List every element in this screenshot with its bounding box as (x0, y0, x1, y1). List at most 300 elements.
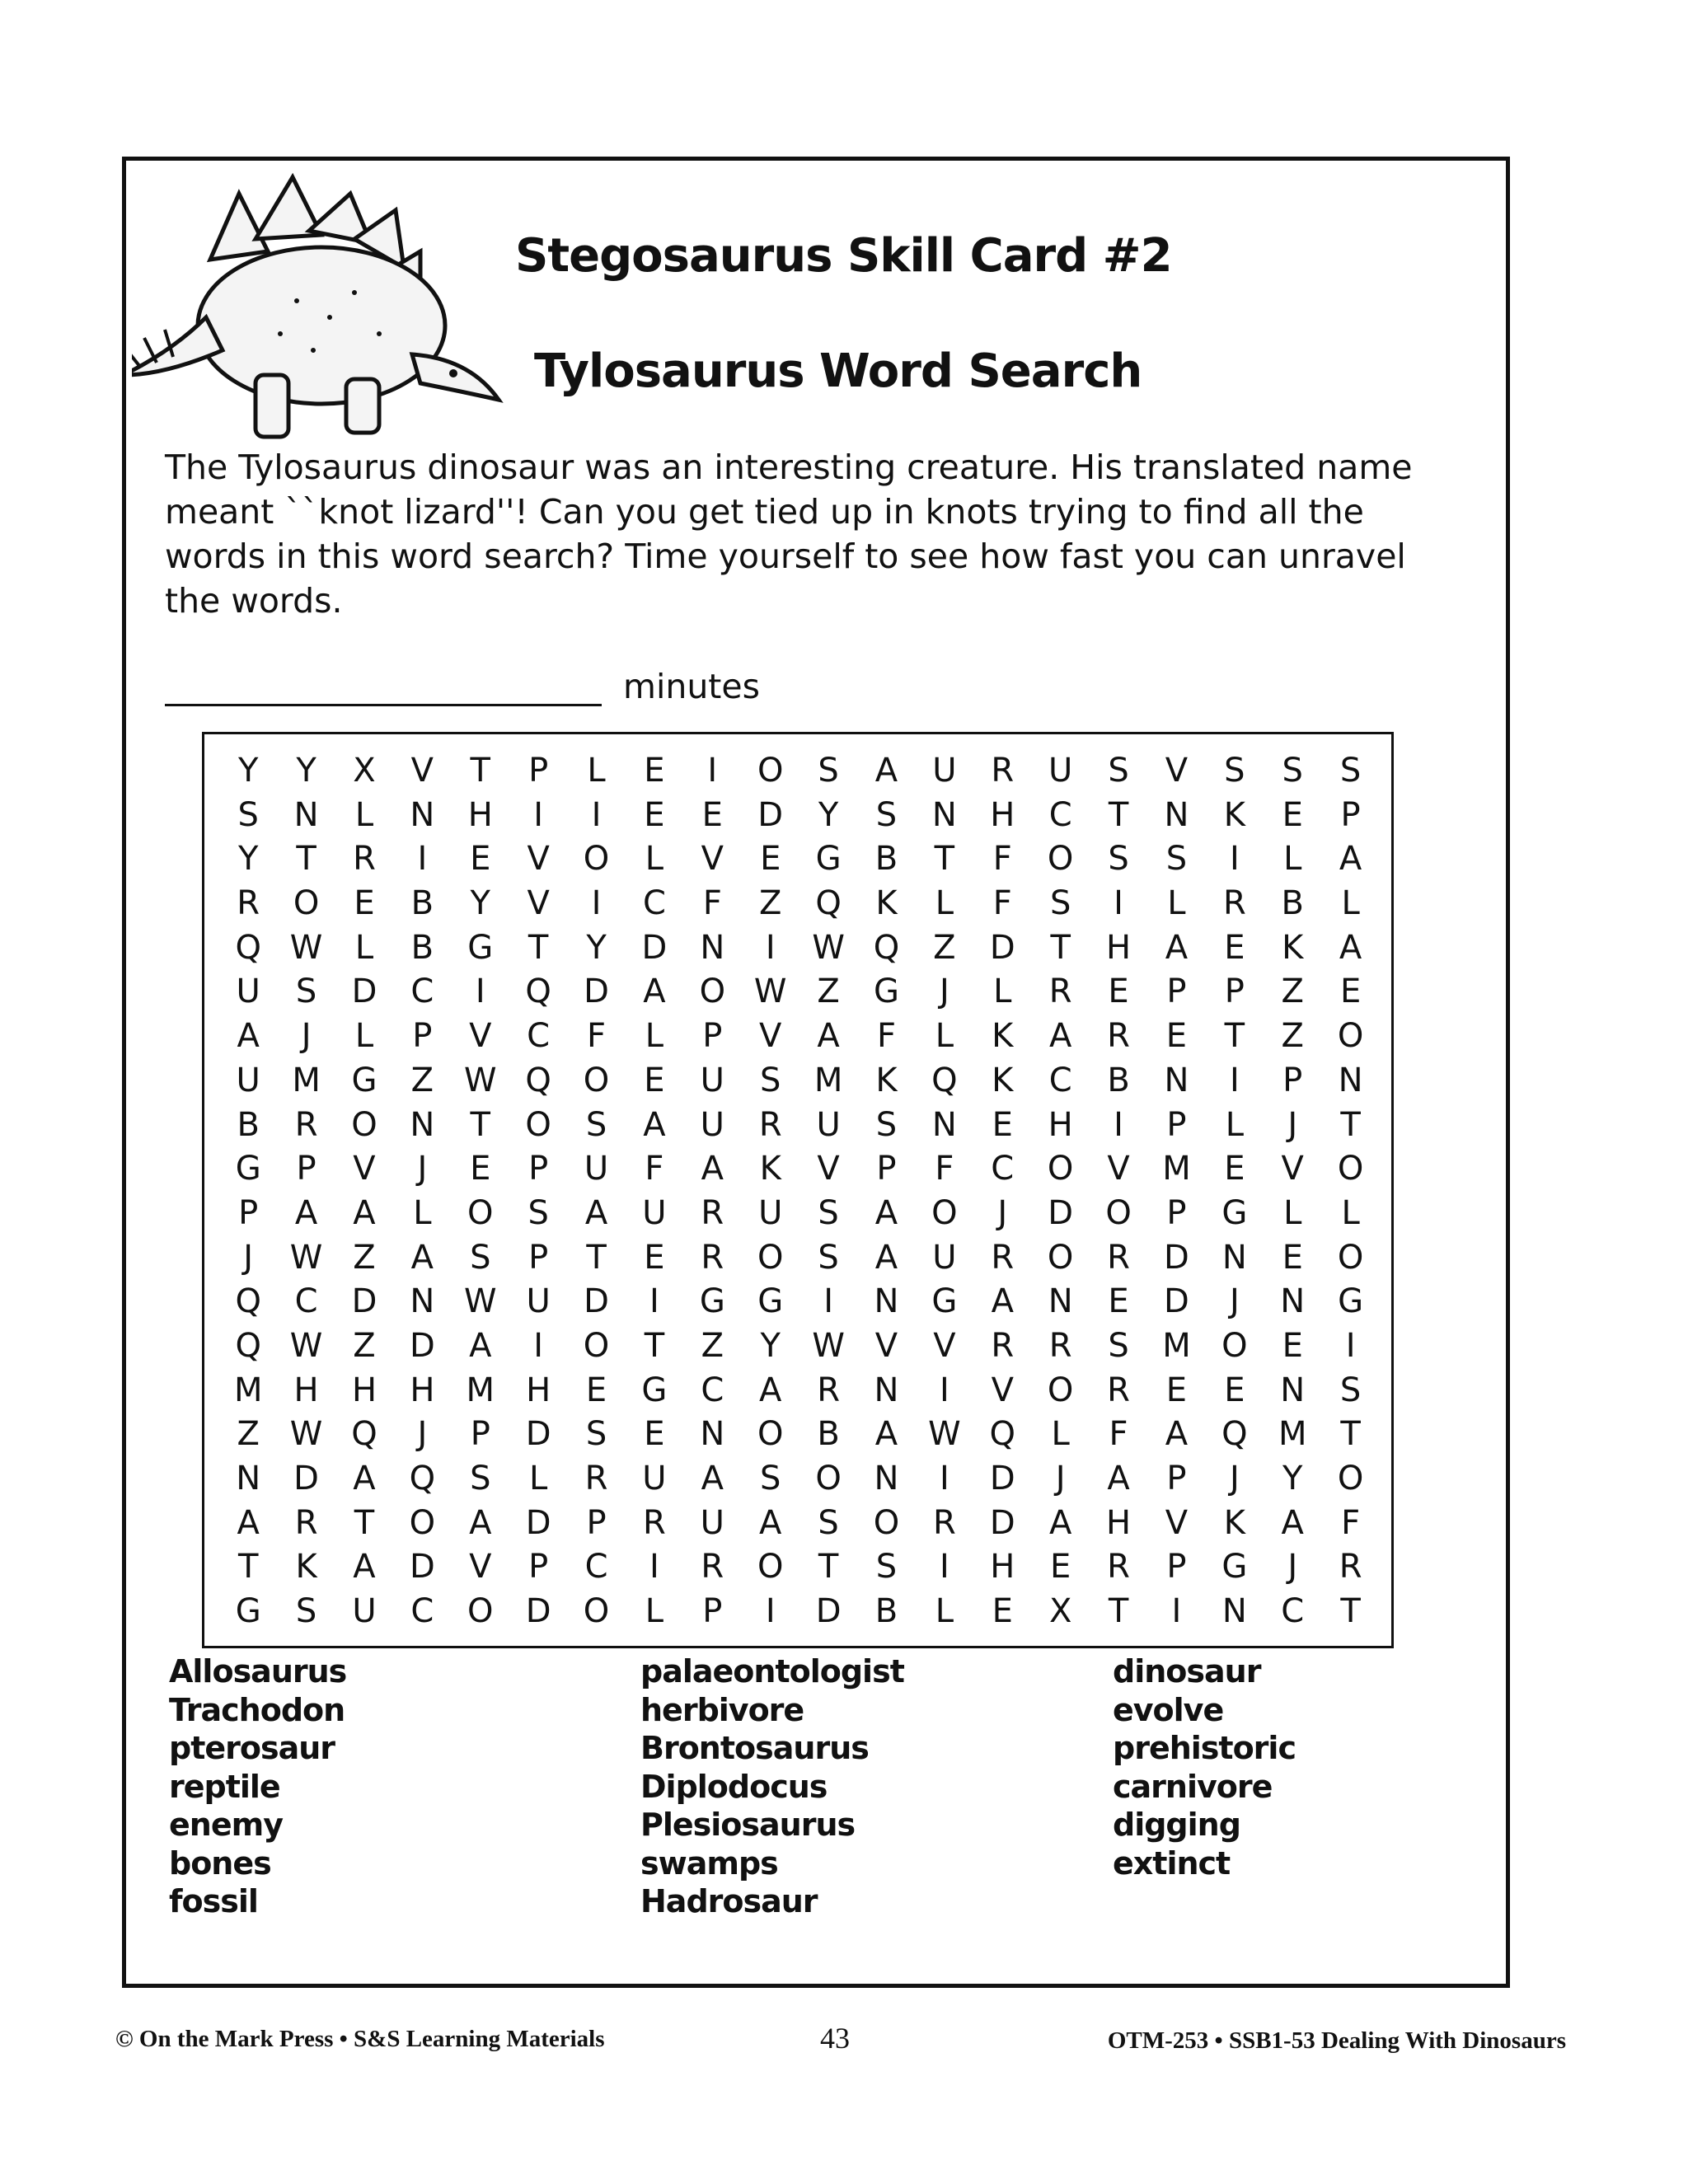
grid-cell[interactable]: W (463, 1282, 497, 1321)
grid-cell[interactable]: C (991, 1150, 1015, 1188)
grid-cell[interactable]: A (874, 1193, 898, 1232)
grid-cell[interactable]: V (933, 1326, 956, 1365)
grid-cell[interactable]: W (812, 1326, 845, 1365)
grid-cell[interactable]: W (812, 928, 845, 967)
grid-cell[interactable]: C (527, 1017, 551, 1056)
grid-cell[interactable]: L (1225, 1105, 1244, 1144)
grid-cell[interactable]: I (823, 1282, 833, 1321)
grid-cell[interactable]: U (816, 1105, 841, 1144)
grid-cell[interactable]: Z (353, 1326, 376, 1365)
grid-cell[interactable]: R (1222, 884, 1246, 923)
grid-cell[interactable]: P (528, 1238, 549, 1277)
grid-cell[interactable]: A (410, 1238, 434, 1277)
grid-cell[interactable]: W (753, 972, 787, 1011)
grid-cell[interactable]: D (641, 928, 668, 967)
grid-cell[interactable]: N (410, 1105, 435, 1144)
grid-cell[interactable]: W (289, 1326, 323, 1365)
grid-cell[interactable]: I (649, 1282, 659, 1321)
grid-cell[interactable]: A (1048, 1017, 1072, 1056)
grid-cell[interactable]: I (1229, 1061, 1240, 1099)
grid-cell[interactable]: D (1048, 1193, 1074, 1232)
grid-cell[interactable]: P (1166, 1105, 1187, 1144)
grid-cell[interactable]: N (1280, 1371, 1306, 1409)
grid-cell[interactable]: L (1341, 1193, 1360, 1232)
grid-cell[interactable]: T (1224, 1017, 1245, 1056)
grid-cell[interactable]: S (1108, 840, 1129, 879)
grid-cell[interactable]: G (467, 928, 494, 967)
grid-cell[interactable]: I (1171, 1592, 1182, 1631)
grid-cell[interactable]: S (585, 1415, 607, 1454)
grid-cell[interactable]: E (1165, 1371, 1188, 1409)
grid-cell[interactable]: E (1108, 1282, 1129, 1321)
grid-cell[interactable]: C (1281, 1592, 1305, 1631)
grid-cell[interactable]: E (644, 1238, 665, 1277)
grid-cell[interactable]: A (353, 1460, 376, 1497)
grid-cell[interactable]: T (644, 1326, 665, 1365)
grid-cell[interactable]: L (1283, 1193, 1302, 1232)
grid-cell[interactable]: E (1224, 1150, 1245, 1188)
grid-cell[interactable]: V (991, 1371, 1014, 1409)
grid-cell[interactable]: Q (525, 972, 551, 1011)
grid-cell[interactable]: C (642, 884, 666, 923)
grid-cell[interactable]: N (700, 1415, 725, 1454)
grid-cell[interactable]: A (643, 972, 666, 1011)
grid-cell[interactable]: T (1340, 1105, 1361, 1144)
grid-cell[interactable]: S (295, 972, 317, 1011)
grid-cell[interactable]: N (874, 1282, 899, 1321)
grid-cell[interactable]: A (759, 1371, 782, 1409)
grid-cell[interactable]: P (1166, 972, 1187, 1011)
grid-cell[interactable]: T (470, 1105, 490, 1144)
grid-cell[interactable]: N (931, 1105, 957, 1144)
grid-cell[interactable]: H (526, 1371, 551, 1409)
grid-cell[interactable]: P (876, 1150, 897, 1188)
grid-cell[interactable]: P (296, 1150, 316, 1188)
grid-cell[interactable]: D (989, 1460, 1015, 1497)
grid-cell[interactable]: R (1048, 1326, 1072, 1365)
grid-cell[interactable]: B (874, 1592, 898, 1631)
grid-cell[interactable]: I (1114, 884, 1123, 923)
grid-cell[interactable]: I (1229, 840, 1240, 879)
grid-cell[interactable]: B (237, 1105, 260, 1144)
grid-cell[interactable]: L (1167, 884, 1186, 923)
grid-cell[interactable]: I (939, 1460, 950, 1497)
grid-cell[interactable]: P (1166, 1548, 1187, 1586)
grid-cell[interactable]: R (294, 1503, 318, 1542)
grid-cell[interactable]: E (585, 1371, 607, 1409)
grid-cell[interactable]: V (701, 840, 724, 879)
grid-cell[interactable]: P (528, 1548, 549, 1586)
grid-cell[interactable]: E (992, 1105, 1013, 1144)
grid-cell[interactable]: T (586, 1238, 607, 1277)
grid-cell[interactable]: F (645, 1150, 664, 1188)
grid-cell[interactable]: I (939, 1548, 950, 1586)
grid-cell[interactable]: T (1340, 1592, 1361, 1631)
grid-cell[interactable]: I (1114, 1105, 1123, 1144)
grid-cell[interactable]: Z (933, 928, 956, 967)
grid-cell[interactable]: M (1162, 1150, 1191, 1188)
grid-cell[interactable]: U (758, 1193, 783, 1232)
grid-cell[interactable]: T (354, 1503, 375, 1542)
grid-cell[interactable]: J (1229, 1460, 1240, 1497)
grid-cell[interactable]: J (1229, 1282, 1240, 1321)
grid-cell[interactable]: H (467, 795, 493, 834)
grid-cell[interactable]: O (815, 1460, 842, 1497)
grid-cell[interactable]: O (1337, 1150, 1364, 1188)
grid-cell[interactable]: G (1221, 1193, 1248, 1232)
grid-cell[interactable]: Z (237, 1415, 260, 1454)
grid-cell[interactable]: N (700, 928, 725, 967)
grid-cell[interactable]: I (533, 1326, 544, 1365)
grid-cell[interactable]: V (1281, 1150, 1304, 1188)
grid-cell[interactable]: S (1108, 752, 1129, 790)
grid-cell[interactable]: R (1048, 972, 1072, 1011)
grid-cell[interactable]: Q (815, 884, 842, 923)
grid-cell[interactable]: U (352, 1592, 377, 1631)
grid-cell[interactable]: P (586, 1503, 607, 1542)
grid-cell[interactable]: O (931, 1193, 958, 1232)
grid-cell[interactable]: O (757, 1415, 784, 1454)
grid-cell[interactable]: E (1282, 795, 1303, 834)
grid-cell[interactable]: P (238, 1193, 259, 1232)
grid-cell[interactable]: X (1048, 1592, 1072, 1631)
grid-cell[interactable]: O (757, 1548, 784, 1586)
grid-cell[interactable]: P (528, 1150, 549, 1188)
grid-cell[interactable]: T (528, 928, 549, 967)
grid-cell[interactable]: P (1340, 795, 1361, 834)
grid-cell[interactable]: R (643, 1503, 666, 1542)
grid-cell[interactable]: S (237, 795, 259, 834)
grid-cell[interactable]: S (875, 795, 898, 834)
grid-cell[interactable]: A (1339, 928, 1362, 967)
grid-cell[interactable]: D (351, 972, 377, 1011)
grid-cell[interactable]: I (533, 795, 544, 834)
grid-cell[interactable]: O (757, 1238, 784, 1277)
grid-cell[interactable]: W (928, 1415, 961, 1454)
grid-cell[interactable]: H (351, 1371, 377, 1409)
grid-cell[interactable]: J (1287, 1548, 1298, 1586)
grid-cell[interactable]: R (701, 1193, 724, 1232)
grid-cell[interactable]: V (527, 840, 550, 879)
grid-cell[interactable]: K (1223, 795, 1245, 834)
grid-cell[interactable]: A (874, 752, 898, 790)
grid-cell[interactable]: E (470, 1150, 491, 1188)
grid-cell[interactable]: O (1221, 1326, 1248, 1365)
grid-cell[interactable]: Y (296, 752, 316, 790)
grid-cell[interactable]: P (702, 1592, 723, 1631)
grid-cell[interactable]: J (301, 1017, 312, 1056)
grid-cell[interactable]: E (1282, 1326, 1303, 1365)
grid-cell[interactable]: R (1339, 1548, 1362, 1586)
grid-cell[interactable]: S (1049, 884, 1071, 923)
grid-cell[interactable]: E (644, 1061, 665, 1099)
grid-cell[interactable]: G (641, 1371, 668, 1409)
grid-cell[interactable]: O (1047, 1371, 1074, 1409)
grid-cell[interactable]: N (1280, 1282, 1306, 1321)
grid-cell[interactable]: B (410, 884, 434, 923)
grid-cell[interactable]: Q (1221, 1415, 1248, 1454)
grid-cell[interactable]: G (351, 1061, 377, 1099)
grid-cell[interactable]: O (583, 1326, 610, 1365)
grid-cell[interactable]: V (353, 1150, 376, 1188)
grid-cell[interactable]: C (410, 1592, 434, 1631)
grid-cell[interactable]: K (1223, 1503, 1245, 1542)
grid-cell[interactable]: A (1107, 1460, 1130, 1497)
grid-cell[interactable]: C (1048, 795, 1072, 834)
grid-cell[interactable]: R (1107, 1371, 1130, 1409)
grid-cell[interactable]: O (467, 1193, 494, 1232)
grid-cell[interactable]: A (353, 1193, 376, 1232)
grid-cell[interactable]: S (470, 1238, 491, 1277)
grid-cell[interactable]: E (1050, 1548, 1071, 1586)
grid-cell[interactable]: H (990, 795, 1015, 834)
grid-cell[interactable]: E (644, 752, 665, 790)
grid-cell[interactable]: A (294, 1193, 318, 1232)
grid-cell[interactable]: K (759, 1150, 781, 1188)
grid-cell[interactable]: O (351, 1105, 377, 1144)
grid-cell[interactable]: N (410, 795, 435, 834)
grid-cell[interactable]: A (237, 1503, 260, 1542)
grid-cell[interactable]: Q (931, 1061, 958, 1099)
grid-cell[interactable]: L (413, 1193, 432, 1232)
grid-cell[interactable]: K (295, 1548, 317, 1586)
grid-cell[interactable]: U (932, 752, 957, 790)
grid-cell[interactable]: E (644, 795, 665, 834)
grid-cell[interactable]: E (760, 840, 781, 879)
grid-cell[interactable]: P (412, 1017, 433, 1056)
grid-cell[interactable]: P (470, 1415, 490, 1454)
grid-cell[interactable]: A (1165, 928, 1189, 967)
grid-cell[interactable]: O (1047, 840, 1074, 879)
grid-cell[interactable]: O (583, 840, 610, 879)
grid-cell[interactable]: A (469, 1326, 492, 1365)
grid-cell[interactable]: B (874, 840, 898, 879)
grid-cell[interactable]: J (1055, 1460, 1066, 1497)
grid-cell[interactable]: S (818, 1503, 839, 1542)
grid-cell[interactable]: E (701, 795, 723, 834)
grid-cell[interactable]: L (529, 1460, 548, 1497)
grid-cell[interactable]: L (645, 840, 664, 879)
grid-cell[interactable]: S (1224, 752, 1245, 790)
grid-cell[interactable]: R (701, 1548, 724, 1586)
grid-cell[interactable]: Q (235, 1282, 261, 1321)
grid-cell[interactable]: O (583, 1592, 610, 1631)
grid-cell[interactable]: S (760, 1460, 781, 1497)
grid-cell[interactable]: T (296, 840, 316, 879)
grid-cell[interactable]: Y (1282, 1460, 1303, 1497)
grid-cell[interactable]: P (528, 752, 549, 790)
grid-cell[interactable]: G (235, 1592, 261, 1631)
grid-cell[interactable]: Q (989, 1415, 1016, 1454)
grid-cell[interactable]: H (990, 1548, 1015, 1586)
grid-cell[interactable]: L (1283, 840, 1302, 879)
grid-cell[interactable]: P (702, 1017, 723, 1056)
grid-cell[interactable]: O (1047, 1238, 1074, 1277)
grid-cell[interactable]: T (1050, 928, 1071, 967)
grid-cell[interactable]: M (233, 1371, 263, 1409)
grid-cell[interactable]: T (1340, 1415, 1361, 1454)
grid-cell[interactable]: S (875, 1105, 898, 1144)
grid-cell[interactable]: R (1107, 1017, 1130, 1056)
grid-cell[interactable]: M (1278, 1415, 1307, 1454)
grid-cell[interactable]: I (475, 972, 485, 1011)
grid-cell[interactable]: E (1108, 972, 1129, 1011)
grid-cell[interactable]: D (584, 972, 609, 1011)
grid-cell[interactable]: M (466, 1371, 495, 1409)
grid-cell[interactable]: Q (409, 1460, 436, 1497)
grid-cell[interactable]: S (760, 1061, 781, 1099)
grid-cell[interactable]: J (417, 1150, 428, 1188)
grid-cell[interactable]: D (989, 1503, 1015, 1542)
grid-cell[interactable]: L (354, 795, 374, 834)
grid-cell[interactable]: S (818, 1193, 839, 1232)
grid-cell[interactable]: D (409, 1548, 435, 1586)
grid-cell[interactable]: H (1106, 1503, 1132, 1542)
grid-cell[interactable]: A (1165, 1415, 1189, 1454)
grid-cell[interactable]: I (765, 1592, 776, 1631)
grid-cell[interactable]: I (591, 884, 602, 923)
grid-cell[interactable]: W (289, 1415, 323, 1454)
grid-cell[interactable]: F (935, 1150, 954, 1188)
grid-cell[interactable]: T (1108, 1592, 1129, 1631)
grid-cell[interactable]: S (1282, 752, 1303, 790)
grid-cell[interactable]: Z (817, 972, 840, 1011)
grid-cell[interactable]: R (237, 884, 260, 923)
grid-cell[interactable]: T (934, 840, 955, 879)
grid-cell[interactable]: A (817, 1017, 840, 1056)
grid-cell[interactable]: L (587, 752, 606, 790)
grid-cell[interactable]: H (1048, 1105, 1073, 1144)
grid-cell[interactable]: J (1287, 1105, 1298, 1144)
grid-cell[interactable]: F (876, 1017, 896, 1056)
grid-cell[interactable]: D (1164, 1282, 1189, 1321)
grid-cell[interactable]: R (932, 1503, 956, 1542)
grid-cell[interactable]: S (818, 752, 839, 790)
grid-cell[interactable]: V (759, 1017, 782, 1056)
grid-cell[interactable]: C (584, 1548, 608, 1586)
grid-cell[interactable]: E (1165, 1017, 1188, 1056)
grid-cell[interactable]: O (757, 752, 784, 790)
grid-cell[interactable]: A (1281, 1503, 1304, 1542)
grid-cell[interactable]: O (1047, 1150, 1074, 1188)
grid-cell[interactable]: O (293, 884, 320, 923)
grid-cell[interactable]: Y (818, 795, 839, 834)
grid-cell[interactable]: N (1221, 1592, 1247, 1631)
grid-cell[interactable]: C (701, 1371, 724, 1409)
grid-cell[interactable]: L (935, 1017, 954, 1056)
grid-cell[interactable]: A (643, 1105, 666, 1144)
grid-cell[interactable]: H (410, 1371, 435, 1409)
grid-cell[interactable]: A (584, 1193, 608, 1232)
grid-cell[interactable]: D (409, 1326, 435, 1365)
grid-cell[interactable]: D (351, 1282, 377, 1321)
grid-cell[interactable]: A (469, 1503, 492, 1542)
grid-cell[interactable]: O (873, 1503, 900, 1542)
grid-cell[interactable]: U (584, 1150, 609, 1188)
grid-cell[interactable]: A (701, 1150, 724, 1188)
grid-cell[interactable]: P (1282, 1061, 1303, 1099)
grid-cell[interactable]: U (700, 1061, 724, 1099)
grid-cell[interactable]: O (467, 1592, 494, 1631)
grid-cell[interactable]: R (1107, 1548, 1130, 1586)
grid-cell[interactable]: D (525, 1592, 551, 1631)
grid-cell[interactable]: S (1108, 1326, 1129, 1365)
grid-cell[interactable]: N (874, 1460, 899, 1497)
grid-cell[interactable]: R (1107, 1238, 1130, 1277)
grid-cell[interactable]: J (939, 972, 950, 1011)
grid-cell[interactable]: G (815, 840, 842, 879)
grid-cell[interactable]: L (645, 1592, 664, 1631)
grid-cell[interactable]: O (1105, 1193, 1132, 1232)
grid-cell[interactable]: A (701, 1460, 724, 1497)
grid-cell[interactable]: I (591, 795, 602, 834)
grid-cell[interactable]: U (236, 1061, 260, 1099)
grid-cell[interactable]: S (875, 1548, 898, 1586)
grid-cell[interactable]: M (292, 1061, 321, 1099)
grid-cell[interactable]: S (528, 1193, 549, 1232)
grid-cell[interactable]: W (289, 1238, 323, 1277)
grid-cell[interactable]: I (765, 928, 776, 967)
grid-cell[interactable]: V (1107, 1150, 1130, 1188)
grid-cell[interactable]: E (1282, 1238, 1303, 1277)
grid-cell[interactable]: U (236, 972, 260, 1011)
grid-cell[interactable]: F (702, 884, 722, 923)
grid-cell[interactable]: Y (237, 752, 259, 790)
grid-cell[interactable]: D (757, 795, 784, 834)
grid-cell[interactable]: C (294, 1282, 318, 1321)
grid-cell[interactable]: D (1164, 1238, 1189, 1277)
grid-cell[interactable]: D (584, 1282, 609, 1321)
grid-cell[interactable]: I (649, 1548, 659, 1586)
grid-cell[interactable]: P (1166, 1460, 1187, 1497)
grid-cell[interactable]: N (1338, 1061, 1363, 1099)
grid-cell[interactable]: Q (235, 928, 261, 967)
grid-cell[interactable]: L (354, 928, 374, 967)
grid-cell[interactable]: T (818, 1548, 839, 1586)
grid-cell[interactable]: S (585, 1105, 607, 1144)
grid-cell[interactable]: O (699, 972, 726, 1011)
grid-cell[interactable]: Z (759, 884, 782, 923)
grid-cell[interactable]: C (410, 972, 434, 1011)
grid-cell[interactable]: Q (235, 1326, 261, 1365)
grid-cell[interactable]: M (1162, 1326, 1191, 1365)
grid-cell[interactable]: N (931, 795, 957, 834)
grid-cell[interactable]: B (1281, 884, 1304, 923)
grid-cell[interactable]: A (353, 1548, 376, 1586)
grid-cell[interactable]: U (700, 1503, 724, 1542)
grid-cell[interactable]: V (469, 1548, 492, 1586)
grid-cell[interactable]: J (243, 1238, 254, 1277)
grid-cell[interactable]: R (294, 1105, 318, 1144)
grid-cell[interactable]: D (815, 1592, 842, 1631)
grid-cell[interactable]: Z (353, 1238, 376, 1277)
grid-cell[interactable]: Q (351, 1415, 377, 1454)
grid-cell[interactable]: T (470, 752, 490, 790)
grid-cell[interactable]: I (417, 840, 428, 879)
grid-cell[interactable]: R (584, 1460, 608, 1497)
grid-cell[interactable]: F (587, 1017, 607, 1056)
grid-cell[interactable]: T (1108, 795, 1129, 834)
grid-cell[interactable]: K (875, 1061, 898, 1099)
grid-cell[interactable]: G (235, 1150, 261, 1188)
grid-cell[interactable]: F (1341, 1503, 1361, 1542)
grid-cell[interactable]: N (874, 1371, 899, 1409)
grid-cell[interactable]: V (817, 1150, 840, 1188)
grid-cell[interactable]: K (875, 884, 898, 923)
grid-cell[interactable]: E (1224, 928, 1245, 967)
grid-cell[interactable]: J (417, 1415, 428, 1454)
grid-cell[interactable]: E (992, 1592, 1013, 1631)
